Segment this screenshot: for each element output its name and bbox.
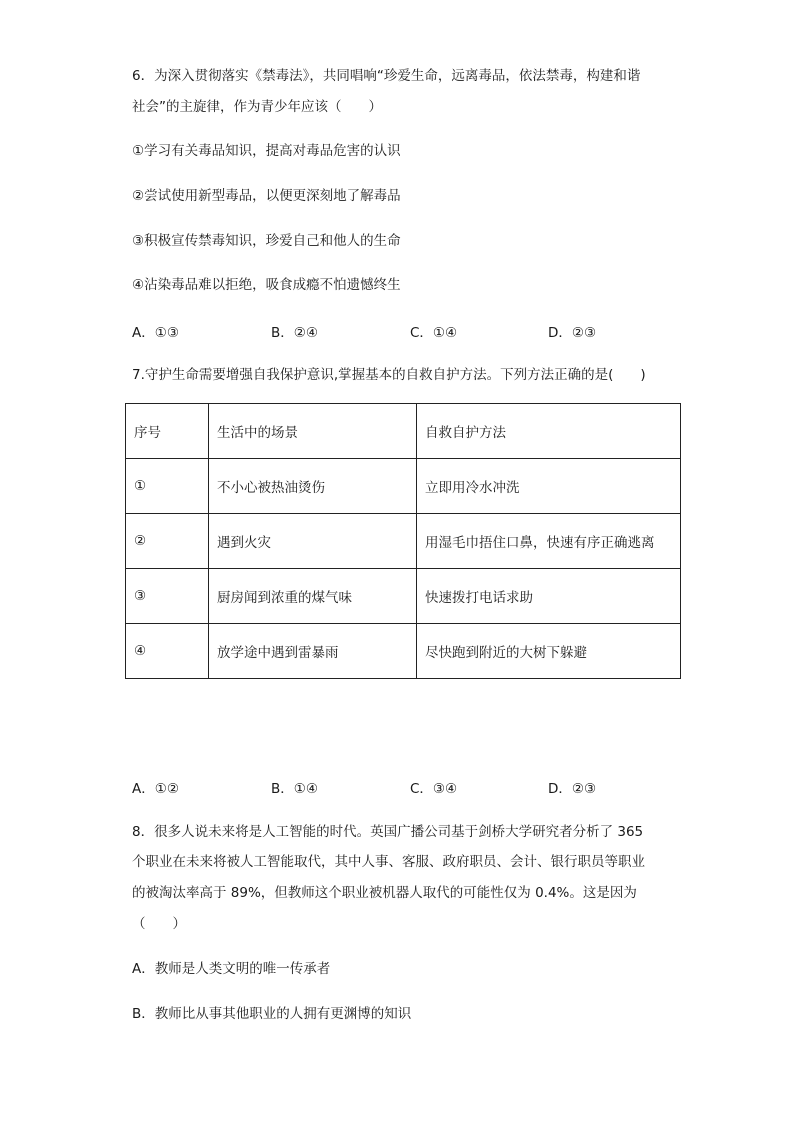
table-cell: 快速拨打电话求助 bbox=[417, 569, 681, 624]
table-row bbox=[126, 459, 681, 514]
table-cell: 尽快跑到附近的大树下躲避 bbox=[417, 624, 681, 679]
q7-options bbox=[132, 777, 692, 795]
table-cell: ① bbox=[126, 459, 209, 514]
q6-statement-2: ②尝试使用新型毒品，以便更深刻地了解毒品 bbox=[132, 188, 401, 204]
q8-option-a: A．教师是人类文明的唯一传承者 bbox=[132, 961, 331, 977]
q8-option-b: B．教师比从事其他职业的人拥有更渊博的知识 bbox=[132, 1006, 412, 1022]
table-row bbox=[126, 624, 681, 679]
table-cell: 遇到火灾 bbox=[209, 514, 417, 569]
q6-option-a: A．①③ bbox=[132, 325, 179, 341]
q8-stem-line-4: （ ） bbox=[132, 916, 186, 932]
table-cell: 放学途中遇到雷暴雨 bbox=[209, 624, 417, 679]
table-cell: ③ bbox=[126, 569, 209, 624]
q6-options bbox=[132, 321, 692, 339]
q6-stem-line-1: 6．为深入贯彻落实《禁毒法》，共同唱响“珍爱生命，远离毒品，依法禁毒，构建和谐 bbox=[132, 68, 641, 84]
q8-stem-line-3: 的被淘汰率高于 89%，但教师这个职业被机器人取代的可能性仅为 0.4%。这是因为 bbox=[132, 885, 637, 901]
q6-statement-4: ④沾染毒品难以拒绝，吸食成瘾不怕遗憾终生 bbox=[132, 277, 401, 293]
q6-statement-3: ③积极宣传禁毒知识，珍爱自己和他人的生命 bbox=[132, 233, 401, 249]
q6-stem-line-2: 社会”的主旋律，作为青少年应该（ ） bbox=[132, 99, 382, 115]
q7-option-c: C．③④ bbox=[410, 781, 458, 797]
table-header-cell: 序号 bbox=[126, 404, 209, 459]
q7-option-a: A．①② bbox=[132, 781, 179, 797]
table-header-cell: 生活中的场景 bbox=[209, 404, 417, 459]
q6-statement-1: ①学习有关毒品知识，提高对毒品危害的认识 bbox=[132, 143, 401, 159]
table-header-cell: 自救自护方法 bbox=[417, 404, 681, 459]
table-cell: ② bbox=[126, 514, 209, 569]
q8-stem-line-2: 个职业在未来将被人工智能取代，其中人事、客服、政府职员、会计、银行职员等职业 bbox=[132, 854, 645, 870]
table-cell: 厨房闻到浓重的煤气味 bbox=[209, 569, 417, 624]
table-header-row bbox=[126, 404, 681, 459]
table-cell: 用湿毛巾捂住口鼻，快速有序正确逃离 bbox=[417, 514, 681, 569]
q7-table bbox=[125, 403, 681, 679]
q7-option-d: D．②③ bbox=[548, 781, 597, 797]
table-row bbox=[126, 514, 681, 569]
q7-stem: 7.守护生命需要增强自我保护意识,掌握基本的自救自护方法。下列方法正确的是( ) bbox=[132, 367, 646, 383]
q6-option-d: D．②③ bbox=[548, 325, 597, 341]
q6-option-c: C．①④ bbox=[410, 325, 458, 341]
table-row bbox=[126, 569, 681, 624]
q7-option-b: B．①④ bbox=[271, 781, 318, 797]
table-cell: 不小心被热油烫伤 bbox=[209, 459, 417, 514]
table-cell: ④ bbox=[126, 624, 209, 679]
q6-option-b: B．②④ bbox=[271, 325, 318, 341]
q8-stem-line-1: 8．很多人说未来将是人工智能的时代。英国广播公司基于剑桥大学研究者分析了 365 bbox=[132, 824, 644, 840]
table-cell: 立即用冷水冲洗 bbox=[417, 459, 681, 514]
